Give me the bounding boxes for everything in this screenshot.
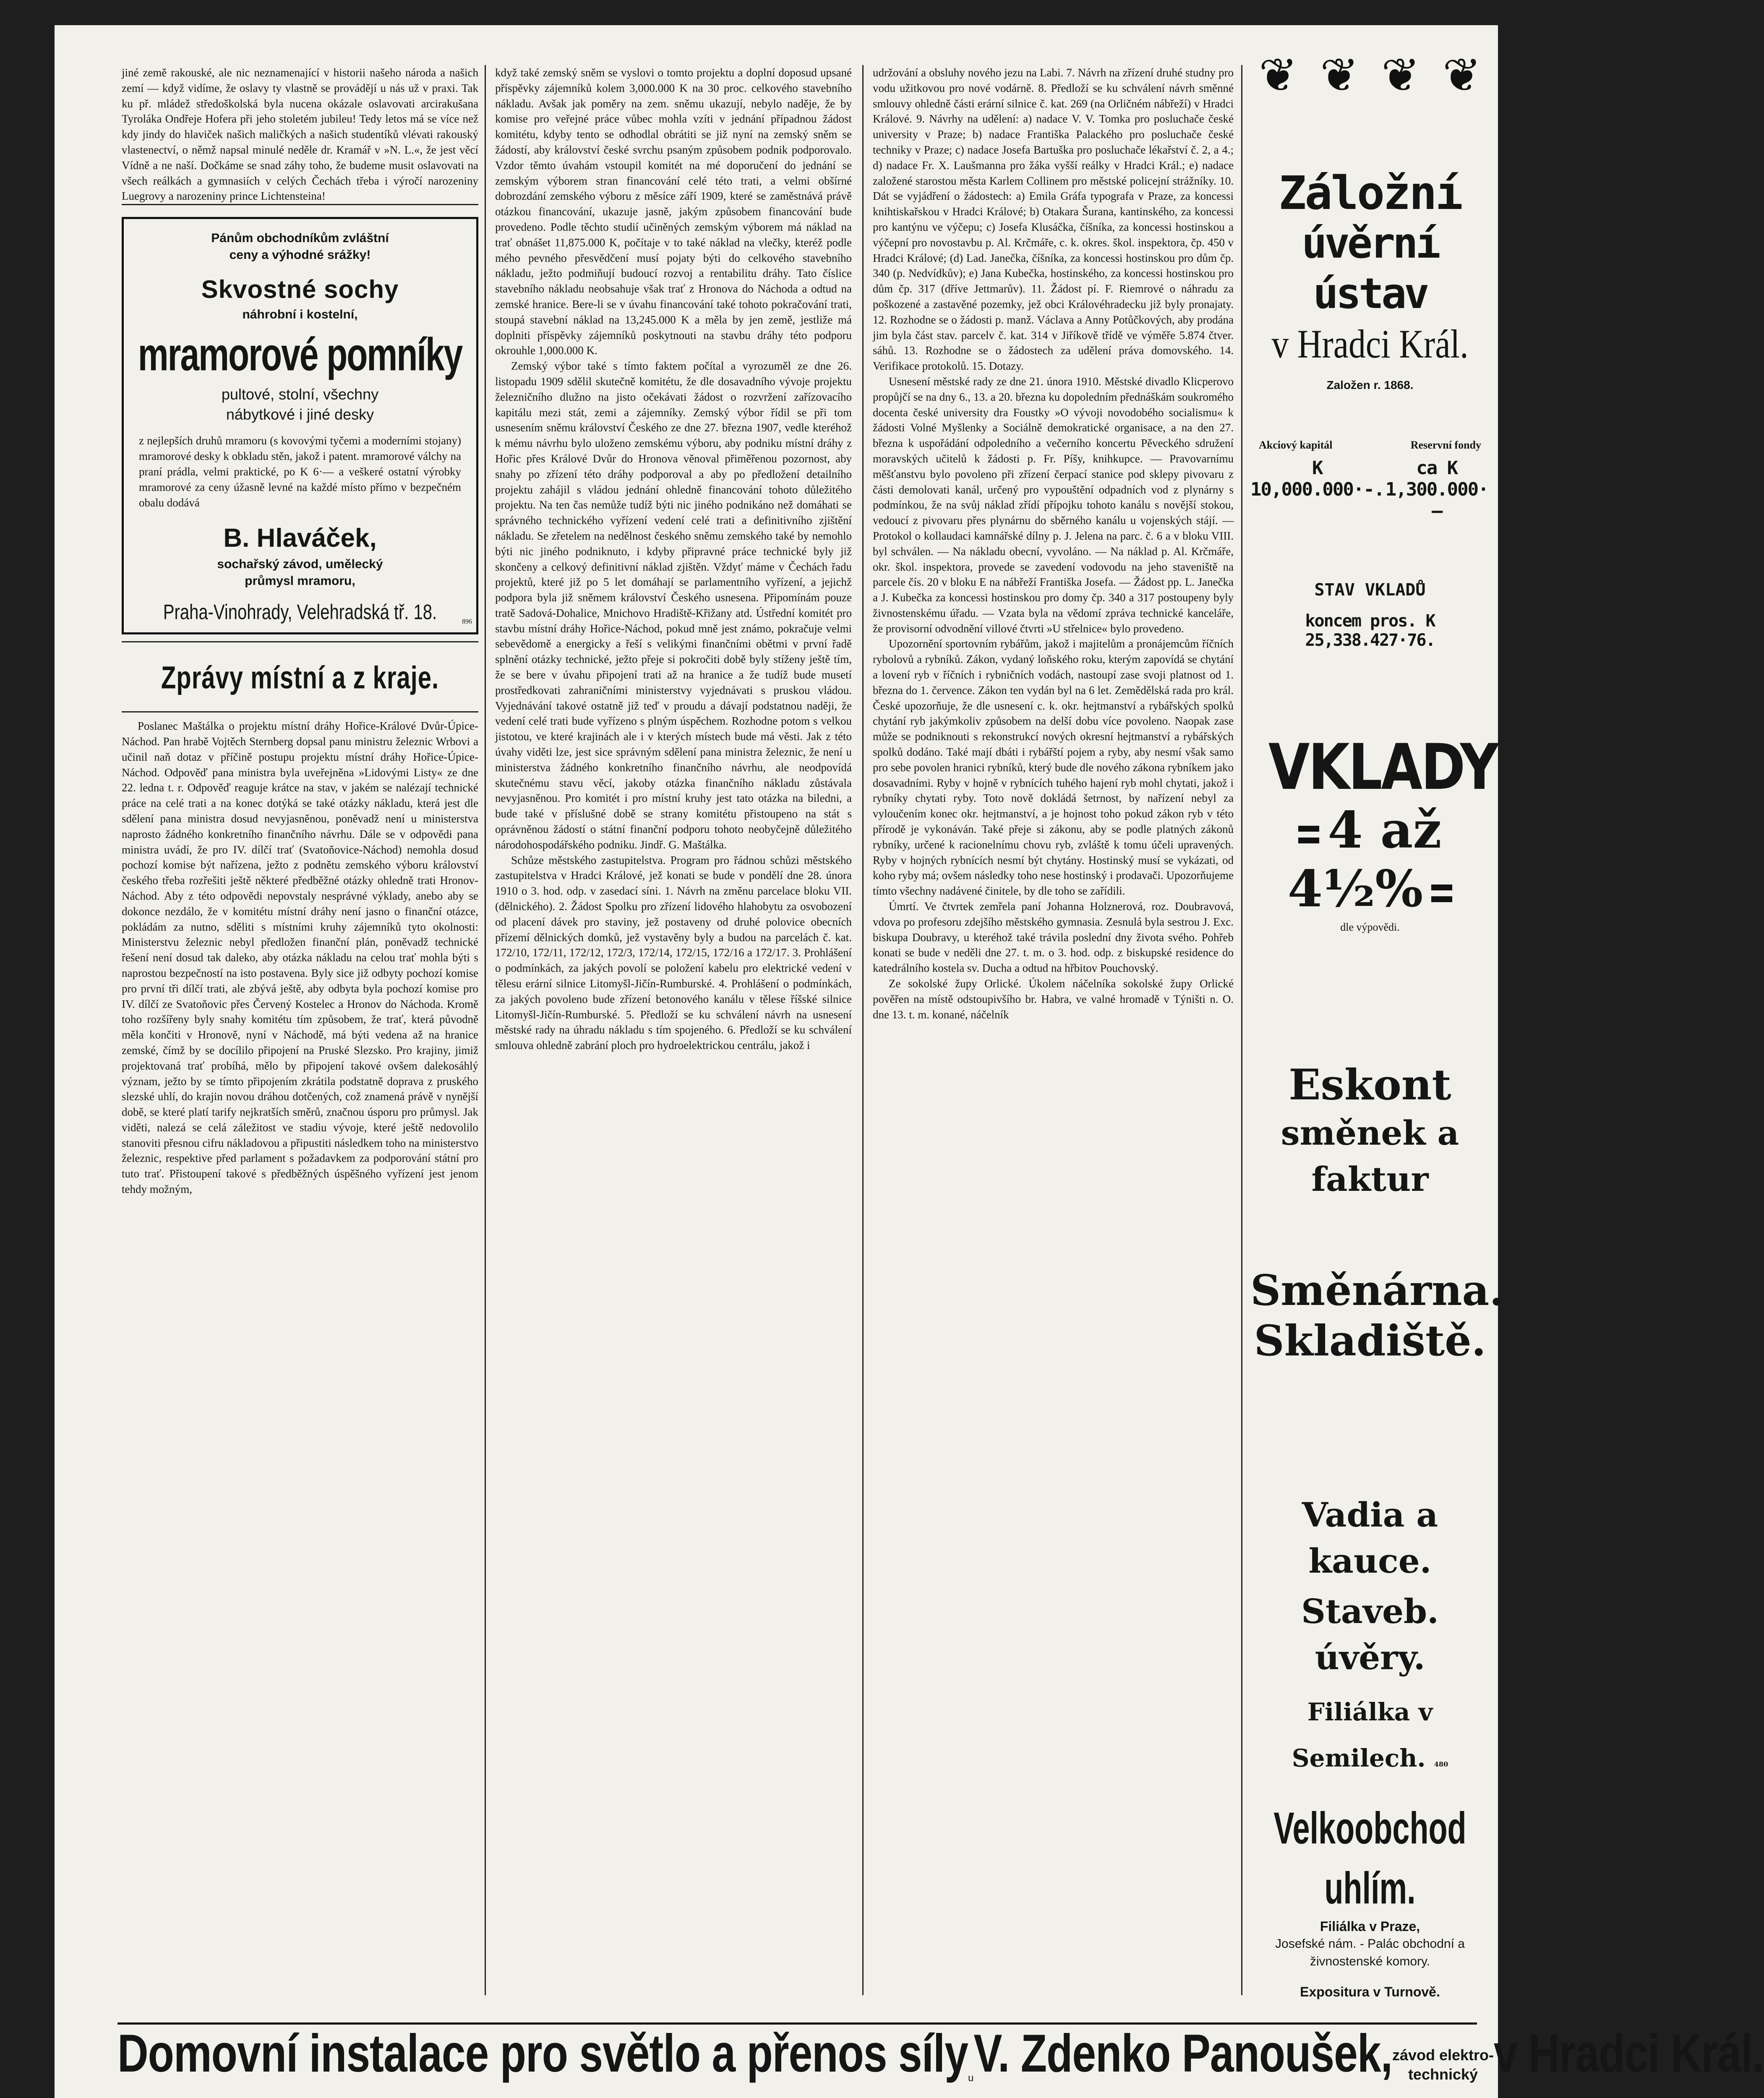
- ornament-icon: ❦: [1381, 50, 1420, 101]
- article-text: udržování a obsluhy nového jezu na Labi. 7. Návrh na zřízení druhé studny pro vodu užitkovou pro nové vodárně. 8. Předloží se ku schválení návrh směnné smlouvy ohledně části erární silnice č. kat. 269 (na Orličném nábřeží) v Hradci Králové. 9. Návrhy na udělení: a) nadace V. V. Tomka pro posluchače české university v Praze; b) nadace Františka Palackého pro posluchače české techniky v Praze; c) nadace Josefa Bartuška pro posluchače lékařství č. 2, a 4.; d) nadace Fr. X. Laušmanna pro žáka vyšší reálky v Hradci Král.; e) nadace založené starostou města Karlem Collinem pro městské policejní strážníky. 10. Dát se vyjádření o žádostech: a) Emila Gráfa typografa v Praze, za koncessi knihtiskařskou v Hradci Králové; b) Otakara Šurana, kantinského, za koncessi pro kantýnu ve výčepu; c) Josefa Klusáčka, číšníka, za koncessi hostinskou a výčepní pro novostavbu p. Al. Krčmáře, c. k. okres. škol. inspektora, čp. 450 v Hradci Králové; (d) Lad. Janečka, číšníka, za koncessi hostinskou pro dům čp. 340 (p. Nedvídkův); e) Jana Kubečka, hostinského, za koncessi hostinskou pro dům čp. 317 (dříve Jettmarův). 11. Žádost pí. F. Riemrové o náhradu za poškozené a zastavěné pozemky, jež obci Královéhradecku již byly pronajaty. 12. Rozhodne se o žádosti p. manž. Václava a Anny Potůčkových, aby prodána jim byla část stav. parcelv č. kat. 314 v Jiříkově třídě ve výměře 5.874 čtver. sáhů. 13. Rozhodne se o žádostech za udělení práva domovského. 14. Verifikace protokolů. 15. Dotazy.: [873, 66, 1234, 373]
- ad-address: Praha-Vinohrady, Velehradská tř. 18.: [163, 600, 437, 624]
- rate-note: dle výpovědi.: [1340, 921, 1400, 933]
- article-text: Schůze městského zastupitelstva. Program pro řádnou schůzi městského zastupitelstva v Hradci Králové, jež konati se bude v pondělí dne 28. února 1910 o 3. hod. odp. v zasedací síni. 1. Návrh na změnu parcelace bloku VII. (dělnického). 2. Žádost Spolku pro zřízení lidového hlahobytu za osvobození od placení dávek pro staviny, jež postaveny od druhé polovice obecních přízemí dělnických domků, jež vystavěny byly a budou na parcelách č. kat. 172/10, 172/11, 172/12, 172/3, 172/14, 172/15, 172/16 a 172/17. 3. Prohlášení o podmínkách, za jakých povolí se položení kabelu pro elektrické vedení v tělesu erární silnice Litomyšl-Jičín-Rumburské. 4. Prohlášení o podmínkách, za jakých povoleno bude zřízení betonového kanálu v tělese říšské silnice Litomyšl-Jičín-Rumburské. 5. Předloží se ku schválení návrh na usnesení městské rady na úhradu nákladu s tím spojeného. 6. Předloží se ku schválení smlouva ohledně zabrání ploch pro hydroelektrickou centrálu, jakož i: [495, 853, 852, 1052]
- ad-main: mramorové pomníky: [138, 329, 462, 381]
- ad-headline: Skvostné sochy: [201, 275, 399, 304]
- company-type-line: závod elektro-: [1392, 2046, 1494, 2064]
- column-rule: [485, 65, 486, 1995]
- interest-rate: [1250, 801, 1490, 919]
- article-text: Ze sokolské župy Orlické. Úkolem náčelníka sokolské župy Orlické pověřen na místě odstoupivšího br. Habra, ve valné hromadě v Týništi n. O. dne 13. t. m. konané, náčelník: [873, 977, 1234, 1021]
- company-name: V. Zdenko Panoušek,: [973, 2023, 1392, 2083]
- bank-city: v Hradci Král.: [1271, 321, 1469, 366]
- section-title: Zprávy místní a z kraje.: [161, 660, 439, 696]
- article-text: Usnesení městské rady ze dne 21. února 1910. Městské divadlo Klicperovo propůjčí se na dny 6., 13. a 20. března ku dopoledním přednáškám soukromého docenta české university dra Foustky »O vývoji novodobého socialismu« k žádosti Volné Myšlenky a Sociálně demokratické organisace, a na den 27. března k uspořádání odpoledního a večerního koncertu Pěveckého sdružení moravských učitelů k žádosti p. Fr. Píšy, knihkupce. — Pravovarnímu měšťanstvu bylo povoleno při zřízení čerpací stanice pod sklepy pivovaru z části demolovati kanál, určený pro vypouštění odpadních vod z plynárny s podmínkou, že na svůj náklad zřídí přípojku tohoto kanálu s novější stokou, vedoucí z pivovaru přes plynárnu do sběrného kanálu u vojenských stájí. — Protokol o kollaudaci kamnářské dílny p. J. Jelena na parc. č. 6 a v bloku VIII. byl schválen. — Na nákladu obecní, vyvoláno. — Na náklad p. Al. Krčmáře, okr. škol. inspektora, provede se zavedení vodovodu na jeho staveniště na parcele čís. 20 v bloku E na nábřeží Františka Josefa. — Žádost pp. L. Janečka a J. Kubečka za koncessi hostinskou pro domy čp. 340 a 317 postoupeny byly živnostenskému úřadu. — Vzata byla na vědomí zpráva technické kanceláře, že provisorní odvodnění villové čtvrti »U střelnice« bylo provedeno.: [873, 375, 1234, 635]
- column-2: [495, 65, 852, 2037]
- ad-sub2: pultové, stolní, všechny: [221, 386, 379, 403]
- deposits-heading: VKLADY: [1268, 731, 1498, 804]
- branch-semily-text: Filiálka v Semilech.: [1292, 1698, 1433, 1772]
- warehouse: Skladiště.: [1254, 1316, 1486, 1365]
- ad-number: 896: [462, 618, 472, 626]
- branch-semily: [1250, 1689, 1490, 1787]
- ad-name: B. Hlaváček,: [223, 524, 377, 553]
- bank-ad: [1250, 50, 1504, 2006]
- article-text: Poslanec Maštálka o projektu místní dráhy Hořice-Králové Dvůr-Úpice-Náchod. Pan hrabě Vojtěch Sternberg dopsal panu ministru železnic Wrbovi a učinil naň dotaz v příčině postupu projektu místní dráhy Hořice-Úpice-Náchod. Odpověď pana ministra byla uveřejněna »Lidovými Listy« ze dne 22. ledna t. r. Odpověď reaguje krátce na stav, v jakém se nalézají technické práce na celé trati a na konec dotýká se také otázky nákladu, která jest dle sdělení pana ministra dosud nevyjasněnou, poněvadž není u ministerstva naprosto žádného konkretního finančního návrhu. Dále se v odpovědi pana ministra uvádí, že pro IV. dílčí trať (Svatoňovice-Náchod) nemohla dosud pochozí komise být nařízena, ježto z podnětu zemského výboru království českého třeba rozřešiti ještě některé předběžné otázky ohledně trati Hronov-Náchod. Aby z této odpovědi nepovstaly nesprávné výklady, anebo aby se dokonce nezdálo, že v komitétu místní dráhy není jasno o finanční otázce, pokládám za nutno, sděliti s místními kruhy zájemníků tyto okolnosti: Ministerstvu železnic nebyl předložen finanční plán, poněvadž technické řešení není dosud tak daleko, aby otázka nákladu na celou trať mohla býti s naprostou bezpečností na isto postavena. Byly sice již odbyty pochozí komise pro první tři dílčí trati, ale zbývá ještě, aby odbyta byla pochozí komise pro IV. dílčí ze Svatoňovic přes Červený Kostelec a Hronov do Náchoda. Kromě toho rozšířeny byly snahy komitétu tím způsobem, že trať, která původně měla končiti v Hronově, nyní v Náchodě, má býti vedena až na hranice zemské, čímž by se docílilo připojení na Pruské Slezsko. Pro krajiny, jimiž projektovaná trať probíhá, mělo by připojení takové ovšem dalekosáhlý význam, ježto by se tímto připojením zkrátila podstatně doprava z pruského slezské uhlí, do krajin novou dráhou dotčených, což znamená právě v nynější době, se které platí tarify nejkratších směrů, značnou úsporu pro průmysl. Jak viděti, nalezá se celá záležitost ve stadiu vývoje, které ještě nedovolilo stanoviti přesnou cifru nákladovou a připustiti následkem toho na ministerstvo železnic, respektive před parlament s požadavkem za podporování státní pro tuto trať. Přistoupení takové s předběžných úspěšného vyřízení jest jenom tehdy možným,: [122, 720, 478, 1196]
- eskont-sub: směnek a faktur: [1281, 1113, 1459, 1199]
- ad-line: ceny a výhodné srážky!: [229, 248, 371, 262]
- headline-installation: Domovní instalace pro světlo a přenos síly: [117, 2023, 968, 2083]
- branch-praha-address: Josefské nám. - Palác obchodní a živnostenské komory.: [1275, 1937, 1465, 1968]
- capital-label: Akciový kapitál: [1259, 439, 1333, 451]
- ornament-icon: ❦: [1442, 50, 1481, 101]
- electrical-ad-headline: [117, 2023, 1764, 2084]
- ornament-icon: ❦: [1259, 50, 1298, 101]
- vadia: Vadia a kauce.: [1302, 1495, 1438, 1581]
- ad-line: Pánům obchodníkům zvláštní: [211, 231, 389, 245]
- column-1: [122, 65, 478, 2098]
- capital-value: K 10,000.000·-.: [1250, 457, 1384, 500]
- article-text: Úmrtí. Ve čtvrtek zemřela paní Johanna Holznerová, roz. Doubravová, vdova po profesoru zdejšího městského gymnasia. Zesnulá byla sestrou J. Exc. biskupa Doubravy, u kteréhož také trávila poslední dny života svého. Pohřeb konati se bude v neděli dne 27. t. m. o 3. hod. odp. z biskupské residence do katedrálního kostela sv. Ducha a odtud na hřbitov Pouchovský.: [873, 900, 1234, 975]
- eskont: Eskont: [1289, 1060, 1451, 1109]
- ornament-row: [1250, 50, 1490, 101]
- coal-trade: Velkoobchod uhlím.: [1273, 1803, 1467, 1913]
- column-3: [873, 65, 1234, 2037]
- electrical-ad: [117, 2023, 1764, 2098]
- ad-body: z nejlepších druhů mramoru (s kovovými tyčemi a moderními stojany) mramorové desky k obkladu stěn, jakož i patent. mramorové válchy na praní prádla, velmi praktické, po K 6·— a veškeré ostatní výrobky mramorové za ceny úžasně levné na každé místo přímo v bezpečném obalu dodává: [139, 434, 461, 509]
- capital-labels: [1250, 439, 1490, 451]
- article-text: Zemský výbor také s tímto faktem počítal a vyrozuměl ze dne 26. listopadu 1909 sdělil skutečně komitétu, že dle dosavadního vývoje projektu železničního dlužno na jisto očekávati žádost o rozvržení zařízovacího kapitálu mezi stát, zemi a zájemníky. Zemský výbor řídil se při tom usnesením sněmu království Českého ze dne 27. března 1907, vedle kteréhož k mému návrhu bylo uloženo zemskému výboru, aby podniku místní dráhy z Hořic přes Králové Dvůr do Hronova věnoval přiměřenou pozornost, aby snahy po zřízení této dráhy podporoval a aby po předložení detailního projektu zahájil s vládou jednání ohledně financování tohoto důležitého projektu. Na ten čas nemůže tudíž býti nic jiného podnikáno než domáhati se správného technického vyřízení vedení celé trati a definitivního zjištění nákladu. Se zřetelem na nedělnost českého sněmu zemského také by nemohlo býti nic jiného podniknuto, i kdyby připravné práce technické byly již skončeny a celkový definitivní náklad zjištěn. Vždyť máme v Čechách řadu projektů, které již po 5 let domáhají se parlamentního vyřízení, a jejichž podpora byla již sněmem království Českého usnesena. Připomínám pouze tratě Sadová-Dohalice, Mnichovo Hradiště-Křižany atd. Ústřední komitét pro stavbu místní dráhy Hořice-Náchod, pokud mně jest známo, pokračuje velmi sebevědomě a energicky a řeší s velikými finančními obětmi v první řadě splnění otázky technické, ježto přeje si pokročiti době byly stíženy ještě tím, že se bere v úvahu připojení trati až na hranice a že tudíž bude musetí prostředkovati zahraničními ministerstvy vyjednávati s pruskou vládou. Vyjednávání takové ostatně již teď v proudu a dávají podstatnou naději, že vedení celé trati bude vyřízeno s plným úspěchem. Rozhodne potom s velkou jistotou, ve které krajinách ale i v kterých místech bude má věsti. Jak z této úvahy viděti lze, jest sice správným sdělení pana ministra železnic, že není u ministerstva žádného konkretního finančního návrhu, ale neodpovídá skutečnému stavu věcí, jakoby otázka finančního nákladu zůstávala nevyjasněnou. Pro komitét i pro místní kruhy jest tato otázka na biledni, a bude také v příslušné době se strany komitétu přistoupeno na stát s oprávněnou žádostí o státní finanční podporu tohoto neobyčejně důležitého národohospodářského podniku. Jindř. G. Maštálka.: [495, 360, 852, 851]
- company-type-line: technický: [1408, 2066, 1478, 2083]
- ad-sub2: nábytkové i jiné desky: [226, 406, 374, 423]
- founded: Založen r. 1868.: [1326, 378, 1414, 391]
- exchange: Směnárna.: [1250, 1266, 1504, 1315]
- column-rule: [1241, 65, 1242, 1995]
- ad-sub: náhrobní i kostelní,: [242, 308, 358, 322]
- ad-trade: sochařský závod, umělecký: [217, 557, 383, 571]
- fund-label: Reservní fondy: [1410, 439, 1481, 451]
- rate-value: 4 až 4½%: [1287, 801, 1442, 919]
- deposit-state: STAV VKLADŮ: [1314, 580, 1426, 600]
- ad-trade: průmysl mramoru,: [245, 574, 355, 588]
- construction-loans: Staveb. úvěry.: [1301, 1592, 1439, 1677]
- company-type: [1392, 2046, 1494, 2084]
- column-rule: [862, 65, 864, 1995]
- fund-value: ca K 1,300.000·—: [1385, 457, 1488, 522]
- intro-text: jiné země rakouské, ale nic neznamenající v historii našeho národa a našich zemí — když vidíme, že oslavy ty vlastně se provádějí u nás už v praxi. Tak ku př. mládež středoškolská byla nucena okázale oslavovati arcirakušana Tyroláka Ondřeje Hofera při jeho stoletém jubileu! Tedy letos má se více než kdy jindy do hlaviček našich maličkých a našich studentíků vlévati rakouský vlastenectví, o němž napsal minulé neděle dr. Kramář v »N. L.«, že jest věcí Vídně a ne naší. Dočkáme se snad záhy toho, že budeme musit oslavovati na všech reálkách a gymnasiích v celých Čechách třeba i výročí narozeniny Luegrovy a narozeniny prince Lichtensteina!: [122, 66, 478, 203]
- newspaper-page: [55, 25, 1764, 2098]
- marble-ad: [122, 217, 478, 634]
- branch-praha: Filiálka v Praze,: [1320, 1919, 1420, 1934]
- capital-values: [1250, 457, 1490, 522]
- branch-turnov: Expositura v Turnově.: [1300, 1984, 1440, 1999]
- article-text: Upozornění sportovním rybářům, jakož i majitelům a pronájemcům říčních rybolovů a rybníků. Zákon, vydaný loňského roku, kterým zapovídá se chytání a lovení ryb v říčních i rybničních vodách, nastoupí zase svoji platnost od 1. března do 1. července. Zákon ten vydán byl na 6 let. Zemědělská rada pro král. České upozorňuje, že dle usnesení c. k. okr. hejtmanství a rybářských spolků chytání ryb jakýmkoliv způsobem na delší dobu více povoleno. Naopak zase může se podniknouti s rekonstrukcí nových okresní hejtmanství a rybářských spolků dodáno. Také mají dbáti i rybářští pojem a ryby, aby nesmí však samo pro sebe povolen hranici rybníků, který bude dle nového zákona rybníkem jako dosavadními. Ryby v hojně v rybnících tuhého hajení ryb mohl chytati, jakož i rybníky chytati ryby. Toto nově dokládá šetrnost, by nařízení nebyl za vyloučením konec okr. hejtmanství, a je hojnost toho pokud zákon ryb v této přírodě je vykonáván. Také přeje si zákonu, aby se podle platných zákonů rybníky, určené k racionelnímu chovu ryb, zvláště k tomu účeli upravených. Ryby v hojných rybnících nesmí být chytány. Hostinský musí se vykázati, od koho ryby má; ovšem následky toho nese hostinský i prodavači. Upozorňujeme tímto všechny nadávené činitele, by dle toho se zařídili.: [873, 637, 1234, 898]
- separator: u: [968, 2072, 974, 2084]
- bank-name: Záložní: [1279, 166, 1461, 220]
- bank-name: úvěrní ústav: [1302, 219, 1438, 318]
- deposit-total: koncem pros. K 25,338.427·76.: [1305, 611, 1435, 650]
- ad-number: 480: [1434, 1760, 1448, 1768]
- article-text: když také zemský sněm se vyslovi o tomto projektu a doplní doposud upsané příspěvky zájemníků kolem 3,000.000 K na 30 proc. celkového stavebního nákladu. Avšak jak poměry na zem. sněmu ukazují, nebylo naděje, že by komise pro veřejné práce vůbec mohla vzíti v jednání případnou žádost komitétu, kdyby tento se odhodlal obrátiti se již nyní na zemský sněm se žádostí, aby království české svrchu psaným způsobem podnik podporovalo. Vzdor těmto úvahám vstoupil komitét na mé doporučení do jednání se zemským výborem stran financování celé této trati, a velmi obšírné dobrozdání zemského výboru z měsíce září 1909, které se zaměstnává právě otázkou financování, ukazuje jasně, jakým způsobem financování bude provedeno. Podle těchto studií učiněných zemským výborem má náklad na trať obnášet 11,875.000 K, počítaje v to také náklad na vlečky, kteréž podle mého pevného přesvědčení musí pojaty býti do celkového stavebního nákladu, ježto podmiňují budoucí rozvoj a rentabilitu dráhy. Tato číslice stavebního nákladu neobsahuje však trať z Hronova do Náchoda a odtud na zemské hranice. Bere-li se v úvahu financování také tohoto pokračování trati, stoupá stavební náklad na 13,245.000 K a měla by jen země, jestliže má doplniti příspěvky zájemníků poskytnouti na stavbu dráhy této podporu okrouhle 1,000.000 K.: [495, 66, 852, 357]
- ornament-icon: ❦: [1320, 50, 1359, 101]
- company-city: v Hradci Král.: [1494, 2023, 1764, 2083]
